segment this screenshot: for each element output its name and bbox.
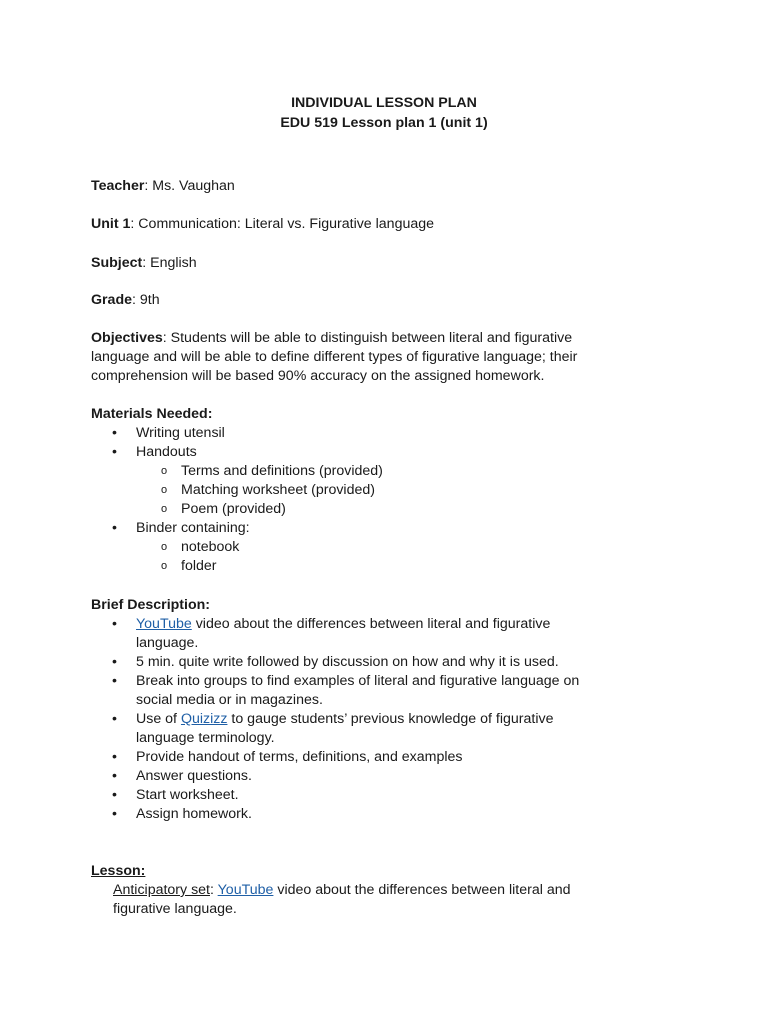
unit-value: : Communication: Literal vs. Figurative language xyxy=(130,216,435,232)
document-subtitle: EDU 519 Lesson plan 1 (unit 1) xyxy=(280,115,488,131)
subject-label: Subject xyxy=(91,255,143,271)
materials-heading: Materials Needed: xyxy=(91,406,213,422)
material-item: Handouts xyxy=(136,444,197,460)
bullet-icon: • xyxy=(112,444,117,460)
description-heading: Brief Description: xyxy=(91,597,211,613)
description-item xyxy=(136,710,696,729)
material-item: Writing utensil xyxy=(136,425,225,441)
lesson-text: : xyxy=(210,882,218,898)
teacher-label: Teacher xyxy=(91,178,145,194)
quizizz-link[interactable]: Quizizz xyxy=(180,711,228,727)
sub-bullet-icon: o xyxy=(161,465,168,477)
subject-line xyxy=(91,254,691,273)
objectives-line-1 xyxy=(91,329,691,348)
description-item: 5 min. quite write followed by discussion on how and why it is used. xyxy=(136,654,559,670)
teacher-line xyxy=(91,177,691,196)
unit-label: Unit 1 xyxy=(91,216,131,232)
description-text: to gauge students’ previous knowledge of figurative xyxy=(227,711,554,727)
bullet-icon: • xyxy=(112,711,117,727)
description-item: Provide handout of terms, definitions, and examples xyxy=(136,749,463,765)
subject-value: : English xyxy=(142,255,197,271)
bullet-icon: • xyxy=(112,787,117,803)
anticipatory-set-label: Anticipatory set xyxy=(113,882,210,898)
description-item: Break into groups to find examples of literal and figurative language on xyxy=(136,673,580,689)
handout-item: Matching worksheet (provided) xyxy=(181,482,375,498)
objectives-line-2: language and will be able to define different types of figurative language; their xyxy=(91,349,578,365)
description-item: Answer questions. xyxy=(136,768,252,784)
description-text: Use of xyxy=(136,711,181,727)
grade-value: : 9th xyxy=(132,292,160,308)
bullet-icon: • xyxy=(112,425,117,441)
bullet-icon: • xyxy=(112,673,117,689)
sub-bullet-icon: o xyxy=(161,560,168,572)
binder-item: notebook xyxy=(181,539,240,555)
bullet-icon: • xyxy=(112,520,117,536)
grade-line xyxy=(91,291,691,310)
description-item: Start worksheet. xyxy=(136,787,239,803)
teacher-value: : Ms. Vaughan xyxy=(144,178,235,194)
document-title: INDIVIDUAL LESSON PLAN xyxy=(291,95,477,111)
description-item-cont: language. xyxy=(136,635,199,651)
lesson-heading: Lesson: xyxy=(91,863,146,879)
bullet-icon: • xyxy=(112,616,117,632)
description-item-cont: social media or in magazines. xyxy=(136,692,323,708)
anticipatory-set-line xyxy=(113,881,693,900)
bullet-icon: • xyxy=(112,749,117,765)
objectives-text: : Students will be able to distinguish between literal and figurative xyxy=(162,330,573,346)
objectives-line-3: comprehension will be based 90% accuracy on the assigned homework. xyxy=(91,368,545,384)
grade-label: Grade xyxy=(91,292,133,308)
handout-item: Terms and definitions (provided) xyxy=(181,463,383,479)
binder-item: folder xyxy=(181,558,217,574)
lesson-text: video about the differences between literal and xyxy=(273,882,571,898)
unit-line xyxy=(91,215,691,234)
bullet-icon: • xyxy=(112,768,117,784)
description-text: video about the differences between literal and figurative xyxy=(191,616,551,632)
youtube-link[interactable]: YouTube xyxy=(136,616,192,632)
sub-bullet-icon: o xyxy=(161,503,168,515)
description-item-cont: language terminology. xyxy=(136,730,275,746)
youtube-link[interactable]: YouTube xyxy=(217,882,274,898)
anticipatory-set-cont: figurative language. xyxy=(113,901,237,917)
objectives-label: Objectives xyxy=(91,330,163,346)
handout-item: Poem (provided) xyxy=(181,501,286,517)
description-item: Assign homework. xyxy=(136,806,252,822)
description-item xyxy=(136,615,696,634)
sub-bullet-icon: o xyxy=(161,484,168,496)
bullet-icon: • xyxy=(112,654,117,670)
bullet-icon: • xyxy=(112,806,117,822)
material-item: Binder containing: xyxy=(136,520,250,536)
sub-bullet-icon: o xyxy=(161,541,168,553)
